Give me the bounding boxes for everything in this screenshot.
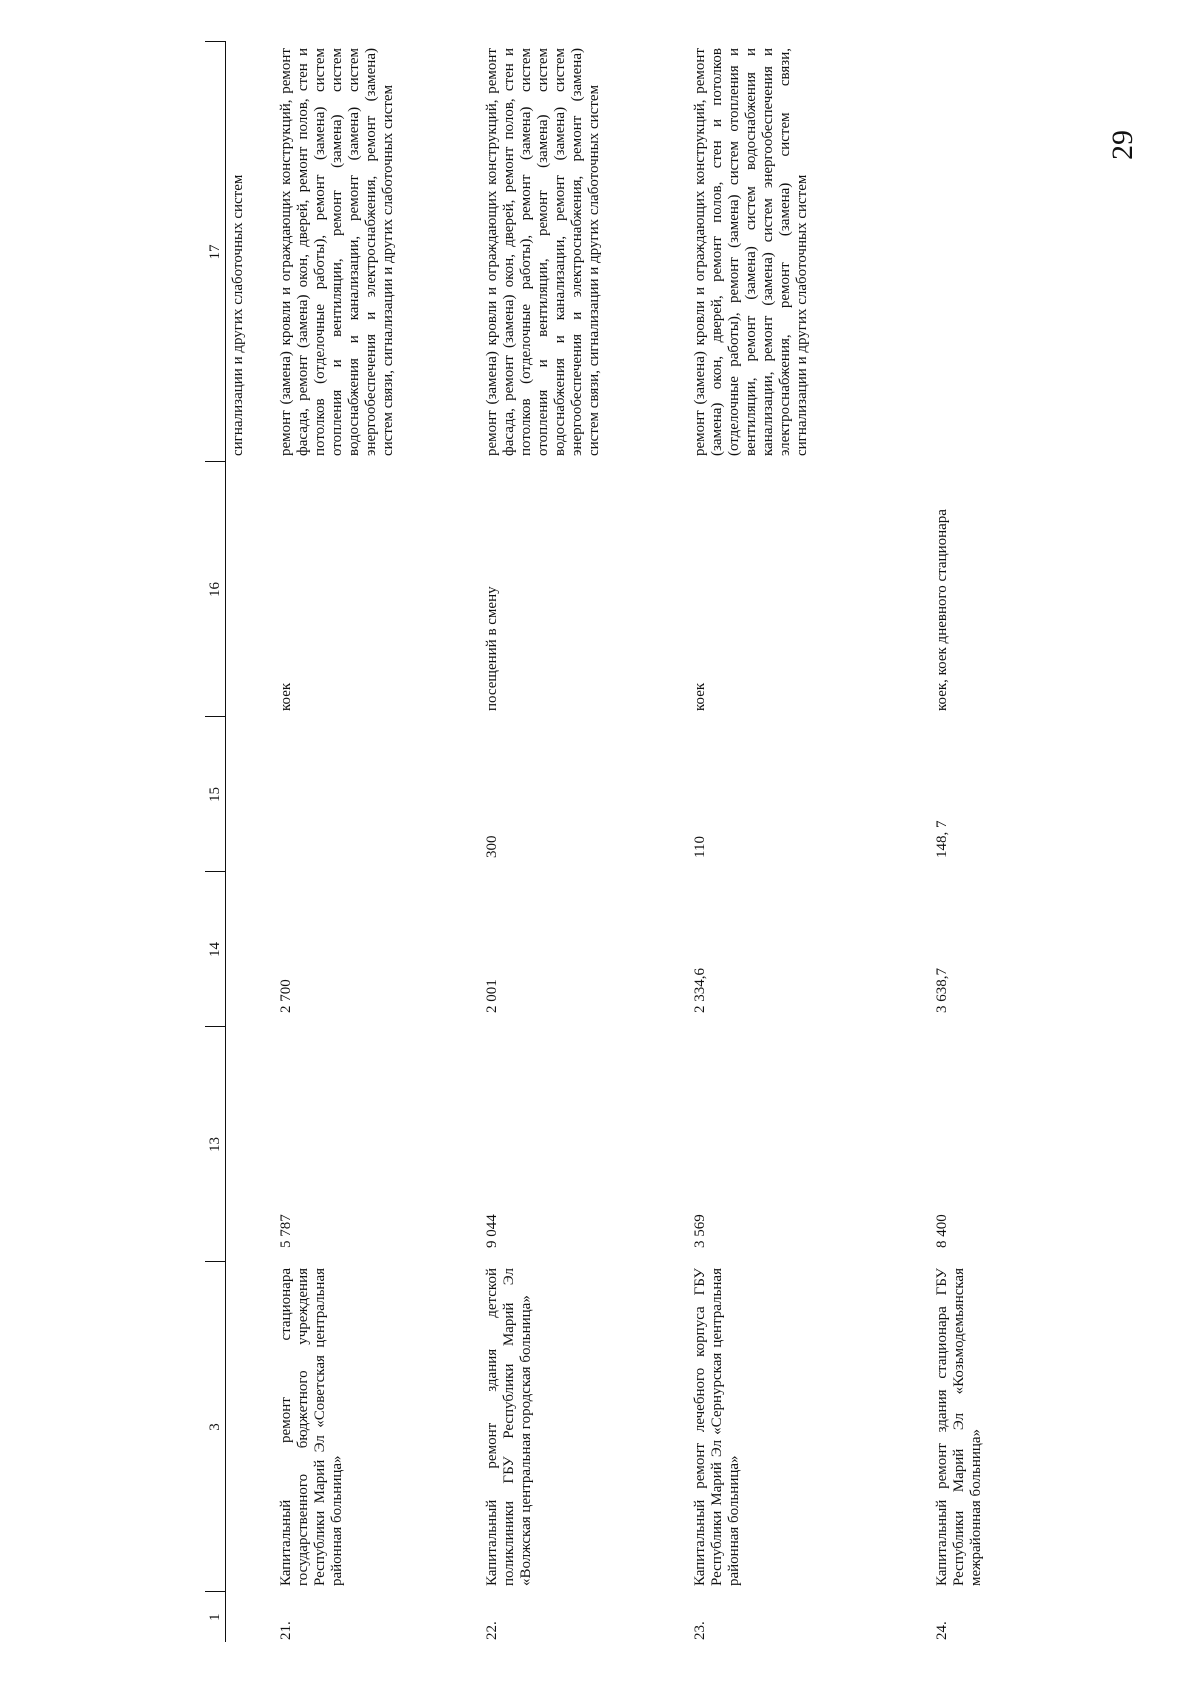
value-col-14: 2 700 bbox=[278, 979, 294, 1013]
object-name: Капитальный ремонт стационара государственного бюджетного учреждения Республики Марий Эл «Советская центральная районная больница» bbox=[278, 1268, 345, 1586]
value-col-13: 8 400 bbox=[934, 1214, 950, 1248]
unit-col-16: коек bbox=[278, 682, 294, 711]
value-col-13: 5 787 bbox=[278, 1214, 294, 1248]
object-name bbox=[226, 1262, 271, 1592]
table-row bbox=[226, 42, 271, 1642]
header-row bbox=[205, 42, 226, 1642]
rotated-page bbox=[205, 42, 984, 1642]
value-col-15 bbox=[270, 717, 476, 872]
value-col-14: 2 001 bbox=[484, 979, 500, 1013]
row-number: 23. bbox=[692, 1621, 708, 1640]
unit-col-16 bbox=[226, 462, 271, 717]
value-col-14: 3 638,7 bbox=[934, 968, 950, 1013]
value-col-14 bbox=[226, 872, 271, 1027]
value-col-13: 9 044 bbox=[484, 1214, 500, 1248]
table-row bbox=[270, 42, 476, 1642]
works-col-17: ремонт (замена) кровли и ограждающих конструкций, ремонт фасада, ремонт (замена) окон, дверей, ремонт полов, стен и потолков (отделочные работы), ремонт (замена) систем отопления и вентиляции, ремонт (замена) систем водоснабжения и канализации, ремонт (замена) систем энергообеспечения и электроснабжения, ремонт (замена) систем связи, сигнализации и других слаботочных систем bbox=[278, 48, 396, 456]
value-col-14: 2 334,6 bbox=[692, 968, 708, 1013]
value-col-15 bbox=[226, 717, 271, 872]
table-row bbox=[926, 42, 1002, 1642]
unit-col-16: посещений в смену bbox=[484, 586, 500, 711]
column-header: 15 bbox=[205, 717, 226, 872]
column-header: 17 bbox=[205, 42, 226, 462]
column-header: 14 bbox=[205, 872, 226, 1027]
row-number: 22. bbox=[484, 1621, 500, 1640]
column-header: 16 bbox=[205, 462, 226, 717]
row-number bbox=[226, 1592, 271, 1642]
unit-col-16: коек, коек дневного стационара bbox=[934, 509, 950, 711]
object-name: Капитальный ремонт лечебного корпуса ГБУ Республики Марий Эл «Сернурская центральная районная больница» bbox=[692, 1268, 742, 1586]
capital-repair-table bbox=[205, 42, 1002, 1643]
works-col-17: ремонт (замена) кровли и ограждающих конструкций, ремонт фасада, ремонт (замена) окон, дверей, ремонт полов, стен и потолков (отделочные работы), ремонт (замена) систем отопления и вентиляции, ремонт (замена) систем водоснабжения и канализации, ремонт (замена) систем энергообеспечения и электроснабжения, ремонт (замена) систем связи, сигнализации и других слаботочных систем bbox=[484, 48, 602, 456]
works-col-17 bbox=[926, 42, 1002, 462]
value-col-15: 148, 7 bbox=[934, 820, 950, 858]
table-row bbox=[476, 42, 684, 1642]
value-col-15: 300 bbox=[484, 835, 500, 858]
object-name: Капитальный ремонт здания стационара ГБУ Республики Марий Эл «Козьмодемьянская межрайонная больница» bbox=[934, 1268, 984, 1586]
row-number: 21. bbox=[278, 1621, 294, 1640]
value-col-13 bbox=[226, 1027, 271, 1262]
table-row bbox=[684, 42, 926, 1642]
column-header: 1 bbox=[205, 1592, 226, 1642]
column-header: 13 bbox=[205, 1027, 226, 1262]
row-number: 24. bbox=[934, 1621, 950, 1640]
works-col-17: ремонт (замена) кровли и ограждающих конструкций, ремонт (замена) окон, дверей, ремонт полов, стен и потолков (отделочные работы), ремонт (замена) систем отопления и вентиляции, ремонт (замена) систем водоснабжения и канализации, ремонт (замена) систем энергообеспечения и электроснабжения, ремонт (замена) систем связи, сигнализации и других слаботочных систем bbox=[692, 48, 810, 456]
value-col-13: 3 569 bbox=[692, 1214, 708, 1248]
unit-col-16: коек bbox=[692, 682, 708, 711]
object-name: Капитальный ремонт здания детской поликлиники ГБУ Республики Марий Эл «Волжская центральная городская больница» bbox=[484, 1268, 534, 1586]
works-col-17: сигнализации и других слаботочных систем bbox=[230, 174, 246, 456]
value-col-15: 110 bbox=[692, 836, 708, 858]
column-header: 3 bbox=[205, 1262, 226, 1592]
page-number: 29 bbox=[1106, 130, 1139, 160]
